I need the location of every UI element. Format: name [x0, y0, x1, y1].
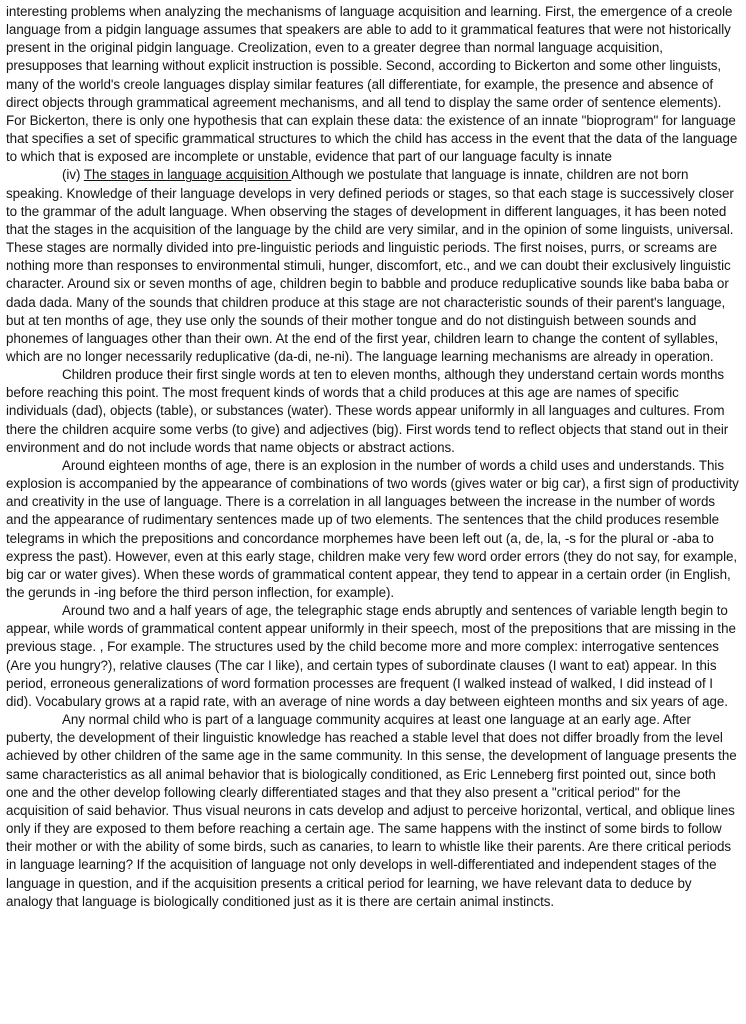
paragraph-first-words: Children produce their first single words at ten to eleven months, although they understand certain words months before reaching this point. The most frequent kinds of words that a child produces at this age are names of specific individuals (dad), objects (table), or substances (water). These words appear uniformly in all languages and cultures. From there the children acquire some verbs (to give) and adjectives (big). First words tend to reflect objects that stand out in their environment and do not include words that name objects or abstract actions. — [6, 367, 729, 455]
paragraph-eighteen-months: Around eighteen months of age, there is an explosion in the number of words a child uses and understands. This explosion is accompanied by the appearance of combinations of two words (gives water or big car), a first sign of productivity and creativity in the use of language. There is a correlation in all languages between the increase in the number of words and the appearance of rudimentary sentences made up of two elements. The sentences that the child produces resemble telegrams in which the prepositions and concordance morphemes have been left out (a, de, la, -s for the plural or -aba to express the past). However, even at this early stage, children make very few word order errors (they do not say, for example, big car or water gives). When these words of grammatical content appear, they tend to appear in a certain order (in English, the gerunds in -ing before the third person inflection, for example). — [6, 457, 739, 600]
section-heading: The stages in language acquisition — [83, 167, 292, 183]
paragraph-stages-body: Although we postulate that language is innate, children are not born speaking. Knowledge of their language develops in very defined periods or stages, so that each stage is successively closer to the grammar of the adult language. When observing the stages of development in different languages, it has been noted that the stages in the acquisition of the language by the child are very similar, and in the opinion of some linguists, universal. These stages are normally divided into pre-linguistic periods and linguistic periods. The first noises, purrs, or screams are nothing more than responses to environmental stimuli, hunger, discomfort, etc., and we can doubt their exclusively linguistic character. Around six or seven months of age, children begin to babble and produce reduplicative sounds like baba baba or dada dada. Many of the sounds that children produce at this stage are not characteristic sounds of their parent's language, but at ten months of age, they use only the sounds of their mother tongue and do not distinguish between sounds and phonemes of languages other than their own. At the end of the first year, children learn to change the content of syllables, which are no longer necessarily reduplicative (da-di, ne-ni). The language learning mechanisms are already in operation. — [6, 167, 734, 364]
section-marker: (iv) — [62, 167, 84, 183]
paragraph-stages-intro — [6, 166, 740, 366]
paragraph-two-and-a-half-years: Around two and a half years of age, the telegraphic stage ends abruptly and sentences of variable length begin to appear, while words of grammatical content appear uniformly in their speech, most of the prepositions that are missing in the previous stage. , For example. The structures used by the child become more and more complex: interrogative sentences (Are you hungry?), relative clauses (The car I like), and certain types of subordinate clauses (I want to eat) appear. In this period, erroneous generalizations of word formation processes are frequent (I walked instead of walked, I did instead of I did). Vocabulary grows at a rapid rate, with an average of nine words a day between eighteen months and six years of age. — [6, 603, 736, 709]
paragraph-bioprogram: interesting problems when analyzing the mechanisms of language acquisition and learning. First, the emergence of a creole language from a pidgin language assumes that speakers are able to add to it grammatical features that were not historically present in the original pidgin language. Creolization, even to a greater degree than normal language acquisition, presupposes that learning without explicit instruction is possible. Second, according to Bickerton and some other linguists, many of the world's creole languages display similar features (all differentiate, for example, the presence and absence of direct objects through grammatical agreement mechanisms, and all tend to display the same order of sentence elements). For Bickerton, there is only one hypothesis that can explain these data: the existence of an innate "bioprogram" for language that specifies a set of specific grammatical structures to which the child has access in the event that the data of the language to which that is exposed are incomplete or unstable, evidence that part of our language faculty is innate — [6, 4, 738, 165]
paragraph-critical-period: Any normal child who is part of a language community acquires at least one language at an early age. After puberty, the development of their linguistic knowledge has reached a stable level that does not differ broadly from the level achieved by other children of the same age in the same community. In this sense, the development of language presents the same characteristics as all animal behavior that is biologically conditioned, as Eric Lenneberg first pointed out, since both one and the other develop following clearly differentiated stages and that they also present a "critical period" for the acquisition of said behavior. Thus visual neurons in cats develop and adjust to perceive horizontal, vertical, and oblique lines only if they are exposed to them before reaching a certain age. The same happens with the instinct of some birds to follow their mother or with the ability of some birds, such as canaries, to learn to whistle like their parents. Are there critical periods in language learning? If the acquisition of language not only develops in well-differentiated and independent stages of the language in question, and if the acquisition presents a critical period for learning, we have relevant data to deduce by analogy that language is biologically conditioned just as it is there are certain animal instincts. — [6, 712, 737, 909]
